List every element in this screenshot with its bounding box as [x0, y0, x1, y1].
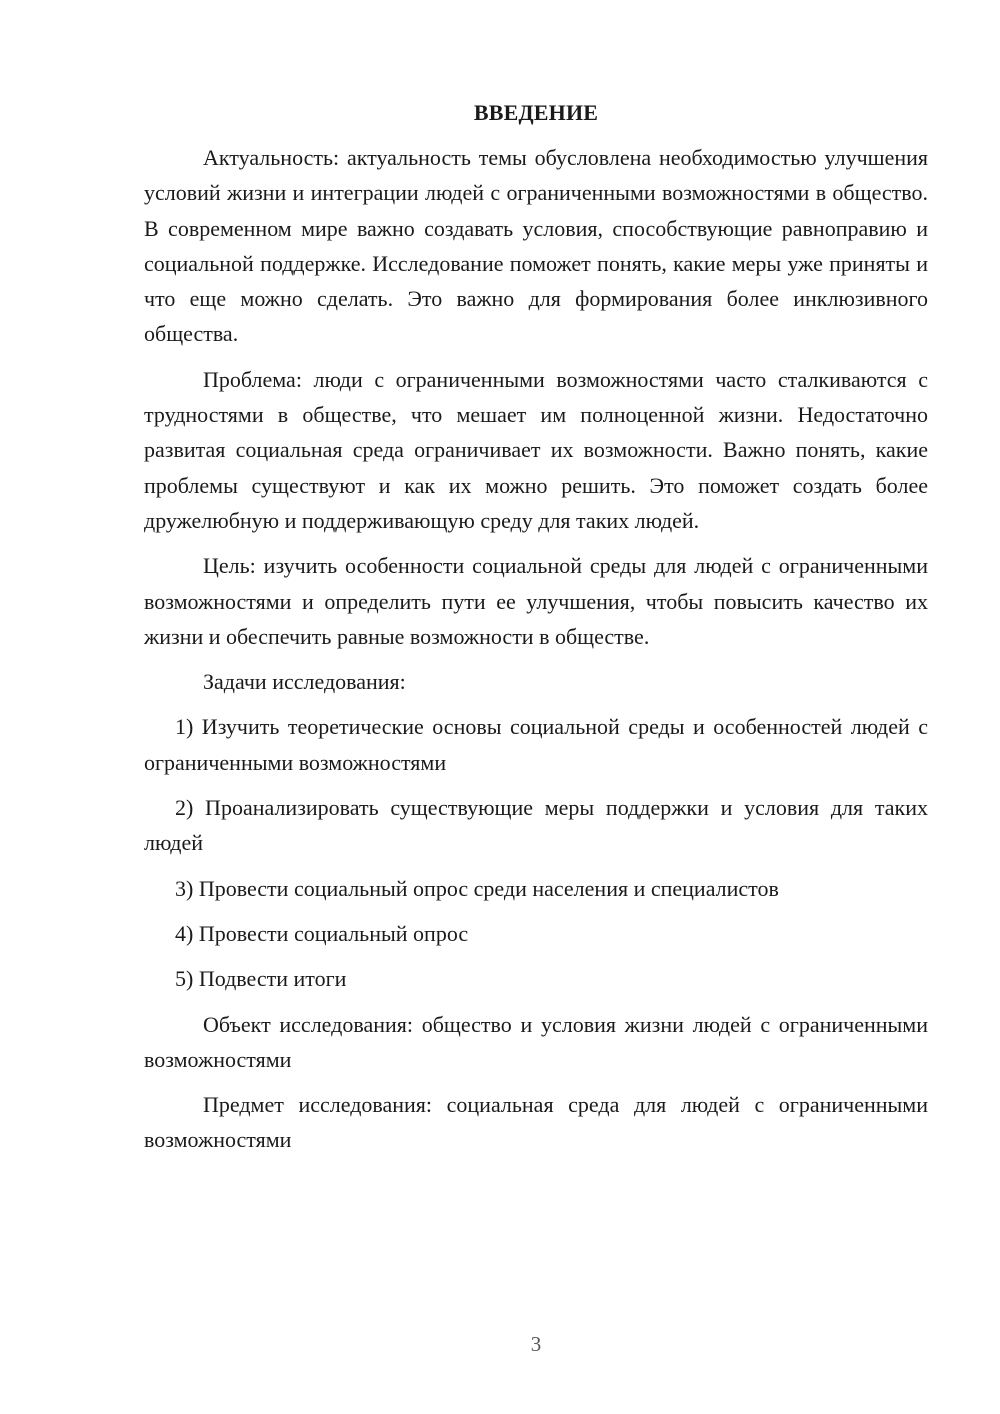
goal-paragraph: Цель: изучить особенности социальной среды для людей с ограниченными возможностями и определить пути ее улучшения, чтобы повысить качество их жизни и обеспечить равные возможности в обществе. [144, 553, 928, 649]
object-paragraph: Объект исследования: общество и условия жизни людей с ограниченными возможностями [144, 1011, 928, 1072]
task-item: 3) Провести социальный опрос среди населения и специалистов [175, 875, 779, 901]
task-item: 2) Проанализировать существующие меры поддержки и условия для таких людей [144, 795, 928, 856]
relevance-paragraph: Актуальность: актуальность темы обусловлена необходимостью улучшения условий жизни и интеграции людей с ограниченными возможностями в общество. В современном мире важно создавать условия, способствующие равноправию и социальной поддержке. Исследование поможет понять, какие меры уже приняты и что еще можно сделать. Это важно для формирования более инклюзивного общества. [144, 145, 928, 347]
problem-paragraph: Проблема: люди с ограниченными возможностями часто сталкиваются с трудностями в обществе, что мешает им полноценной жизни. Недостаточно развитая социальная среда ограничивает их возможности. Важно понять, какие проблемы существуют и как их можно решить. Это поможет создать более дружелюбную и поддерживающую среду для таких людей. [144, 366, 928, 533]
page-content [144, 95, 928, 1168]
tasks-heading: Задачи исследования: [203, 669, 406, 695]
section-title: ВВЕДЕНИЕ [473, 100, 599, 125]
subject-paragraph: Предмет исследования: социальная среда для людей с ограниченными возможностями [144, 1092, 928, 1153]
task-item: 1) Изучить теоретические основы социальной среды и особенностей людей с ограниченными возможностями [144, 714, 928, 775]
task-item: 5) Подвести итоги [175, 966, 347, 992]
task-item: 4) Провести социальный опрос [175, 920, 469, 946]
page-number: 3 [530, 1332, 542, 1356]
